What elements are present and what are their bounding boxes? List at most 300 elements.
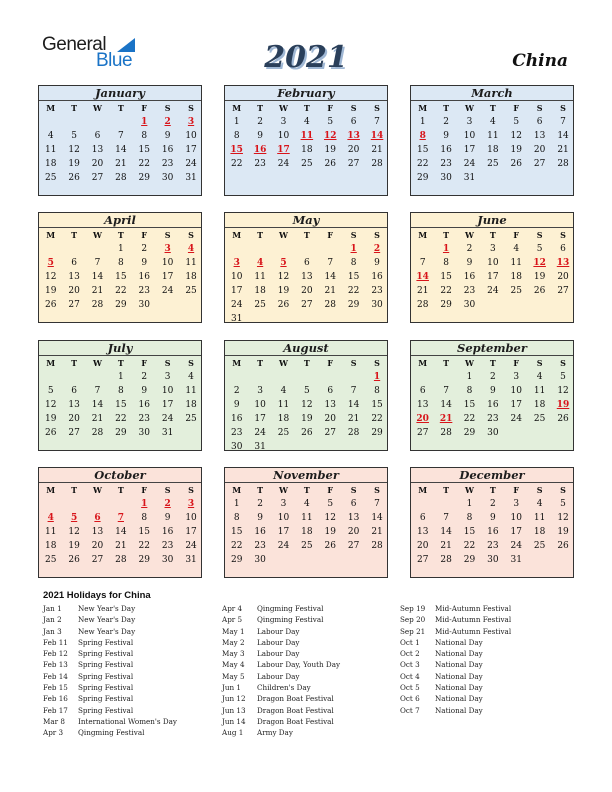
- weekday-header: F: [513, 230, 520, 240]
- weekday-header: S: [374, 103, 380, 113]
- day-cell: 7: [419, 258, 426, 268]
- day-cell: 7: [560, 117, 566, 127]
- day-cell: 17: [510, 527, 522, 537]
- day-cell: 18: [301, 527, 313, 537]
- weekday-header: T: [71, 103, 78, 113]
- day-cell: 29: [463, 555, 476, 565]
- day-cell: 2: [490, 499, 496, 509]
- day-cell: 13: [301, 272, 313, 282]
- day-cell: 10: [185, 131, 197, 141]
- weekday-header: M: [418, 230, 428, 240]
- day-cell: 7: [350, 386, 357, 396]
- day-cell: 10: [510, 513, 522, 523]
- holiday-name: National Day: [435, 637, 483, 647]
- day-cell: 30: [254, 555, 266, 565]
- day-cell: 29: [440, 300, 452, 310]
- weekday-header: T: [257, 358, 264, 368]
- day-cell: 28: [440, 555, 452, 565]
- day-cell: 18: [533, 527, 546, 537]
- month-title: February: [225, 86, 387, 101]
- day-cell: 18: [254, 286, 266, 296]
- day-cell: 7: [374, 499, 380, 509]
- day-cell: 3: [164, 372, 171, 382]
- day-cell: 8: [443, 258, 449, 268]
- day-cell: 18: [185, 272, 197, 282]
- weekday-header: M: [46, 358, 56, 368]
- month-title: May: [225, 213, 387, 228]
- empty-day: [272, 370, 295, 384]
- day-cell: 8: [141, 513, 148, 523]
- holiday-name: Dragon Boat Festival: [257, 694, 334, 704]
- holiday-day: 1: [141, 499, 148, 509]
- day-cell: 28: [557, 159, 569, 169]
- holiday-name: Labour Day, Youth Day: [257, 660, 341, 670]
- day-cell: 16: [138, 400, 150, 410]
- weekday-header: W: [464, 103, 474, 113]
- day-cell: 29: [138, 555, 150, 565]
- day-cell: 25: [254, 300, 266, 310]
- day-cell: 5: [327, 499, 334, 509]
- day-cell: 22: [230, 159, 243, 169]
- holiday-day: 1: [141, 117, 148, 127]
- holiday-name: National Day: [435, 671, 483, 681]
- day-cell: 15: [115, 272, 127, 282]
- holiday-day: 16: [253, 145, 267, 155]
- day-cell: 8: [141, 131, 148, 141]
- holiday-date: Oct 2: [400, 649, 420, 659]
- day-cell: 20: [557, 272, 569, 282]
- holiday-day: 2: [373, 244, 381, 254]
- day-cell: 5: [71, 131, 77, 141]
- day-cell: 2: [490, 372, 496, 382]
- weekday-header: F: [513, 103, 520, 113]
- weekday-header: M: [232, 230, 242, 240]
- holiday-date: Oct 6: [400, 694, 420, 704]
- holiday-day: 17: [277, 145, 290, 155]
- day-cell: 11: [44, 145, 57, 155]
- holiday-name: Labour Day: [257, 649, 300, 659]
- day-cell: 10: [463, 131, 476, 141]
- day-cell: 17: [230, 286, 243, 296]
- day-cell: 13: [68, 272, 80, 282]
- day-cell: 27: [533, 159, 546, 169]
- holiday-date: May 2: [222, 637, 245, 647]
- holiday-day: 1: [442, 244, 450, 254]
- day-cell: 29: [138, 173, 150, 183]
- holiday-day: 1: [350, 244, 357, 254]
- day-cell: 12: [277, 272, 290, 282]
- day-cell: 28: [91, 300, 104, 310]
- weekday-header: M: [418, 103, 428, 113]
- weekday-header: S: [536, 103, 543, 113]
- weekday-header: F: [513, 485, 520, 495]
- day-cell: 23: [487, 541, 499, 551]
- day-cell: 2: [141, 244, 148, 254]
- month-title: November: [225, 468, 387, 483]
- day-cell: 26: [68, 173, 80, 183]
- holiday-name: National Day: [435, 660, 483, 670]
- holiday-name: Qingming Festival: [257, 604, 324, 613]
- day-cell: 23: [138, 286, 150, 296]
- day-cell: 10: [230, 272, 243, 282]
- day-cell: 7: [443, 513, 449, 523]
- day-cell: 4: [188, 372, 194, 382]
- empty-day: [272, 242, 295, 256]
- holiday-day: 20: [416, 414, 429, 424]
- day-cell: 14: [115, 145, 127, 155]
- day-cell: 12: [68, 527, 80, 537]
- day-cell: 25: [301, 541, 313, 551]
- day-cell: 18: [277, 414, 290, 424]
- month-grid: [411, 483, 573, 567]
- day-cell: 22: [138, 541, 150, 551]
- holiday-day: 7: [117, 513, 124, 523]
- day-cell: 9: [257, 131, 263, 141]
- weekday-header: M: [46, 485, 56, 495]
- day-cell: 25: [277, 428, 290, 438]
- day-cell: 26: [44, 300, 57, 310]
- day-cell: 6: [71, 386, 77, 396]
- day-cell: 11: [185, 258, 197, 268]
- holiday-name: Spring Festival: [78, 694, 134, 704]
- day-cell: 10: [510, 386, 522, 396]
- empty-day: [434, 497, 457, 511]
- day-cell: 3: [280, 117, 287, 127]
- day-cell: 6: [350, 499, 357, 509]
- holiday-date: Jan 3: [43, 626, 62, 636]
- brand-blue: Blue: [96, 50, 133, 71]
- weekday-header: T: [117, 103, 124, 113]
- day-cell: 6: [560, 244, 566, 254]
- holiday-date: Oct 3: [400, 660, 420, 670]
- day-cell: 8: [233, 513, 240, 523]
- weekday-header: T: [257, 485, 264, 495]
- weekday-header: W: [92, 103, 102, 113]
- day-cell: 16: [230, 414, 243, 424]
- day-cell: 13: [324, 400, 336, 410]
- holiday-date: Oct 5: [400, 683, 420, 693]
- day-cell: 28: [115, 555, 127, 565]
- holiday-name: Spring Festival: [78, 705, 134, 715]
- day-cell: 20: [68, 414, 80, 424]
- weekday-header: T: [489, 358, 496, 368]
- empty-day: [62, 115, 85, 129]
- day-cell: 5: [513, 117, 520, 127]
- day-cell: 27: [416, 428, 429, 438]
- holiday-date: Feb 11: [43, 637, 68, 647]
- day-cell: 10: [277, 513, 290, 523]
- empty-day: [62, 497, 85, 511]
- day-cell: 24: [185, 159, 197, 169]
- day-cell: 27: [301, 300, 313, 310]
- day-cell: 24: [230, 300, 243, 310]
- holiday-day: 3: [187, 499, 195, 509]
- day-cell: 17: [487, 272, 499, 282]
- day-cell: 16: [161, 527, 174, 537]
- month-title: August: [225, 341, 387, 356]
- weekday-header: F: [513, 358, 520, 368]
- weekday-header: M: [46, 230, 56, 240]
- holiday-day: 4: [47, 513, 54, 523]
- holiday-name: Labour Day: [257, 626, 300, 636]
- day-cell: 19: [301, 414, 313, 424]
- weekday-header: S: [374, 230, 380, 240]
- weekday-header: F: [327, 358, 334, 368]
- month-grid: [39, 356, 201, 440]
- day-cell: 31: [463, 173, 476, 183]
- holiday-name: International Women's Day: [78, 716, 177, 726]
- day-cell: 17: [185, 145, 197, 155]
- day-cell: 25: [44, 173, 57, 183]
- weekday-header: W: [278, 485, 288, 495]
- holiday-date: May 4: [222, 660, 245, 670]
- day-cell: 31: [230, 314, 243, 324]
- day-cell: 18: [44, 541, 57, 551]
- holidays-title: 2021 Holidays for China: [43, 590, 151, 601]
- day-cell: 27: [91, 173, 104, 183]
- holiday-date: Jan 2: [43, 615, 62, 625]
- holiday-date: May 1: [222, 626, 245, 636]
- day-cell: 20: [324, 414, 336, 424]
- month-grid: [411, 101, 573, 185]
- day-cell: 17: [463, 145, 476, 155]
- day-cell: 15: [138, 145, 150, 155]
- day-cell: 3: [513, 372, 520, 382]
- day-cell: 21: [91, 414, 104, 424]
- weekday-header: W: [92, 230, 102, 240]
- day-cell: 17: [277, 527, 290, 537]
- day-cell: 26: [557, 541, 569, 551]
- empty-day: [295, 242, 318, 256]
- day-cell: 29: [347, 300, 360, 310]
- month-february: [224, 85, 388, 196]
- day-cell: 2: [443, 117, 449, 127]
- day-cell: 14: [440, 527, 452, 537]
- month-september: [410, 340, 574, 451]
- day-cell: 16: [463, 272, 476, 282]
- holiday-day: 21: [439, 414, 453, 424]
- holiday-date: Oct 1: [400, 637, 420, 647]
- month-june: [410, 212, 574, 323]
- holiday-date: Mar 8: [43, 716, 65, 726]
- day-cell: 19: [68, 159, 80, 169]
- day-cell: 24: [161, 286, 174, 296]
- day-cell: 14: [440, 400, 452, 410]
- day-cell: 17: [185, 527, 197, 537]
- weekday-header: T: [443, 230, 450, 240]
- day-cell: 2: [141, 372, 148, 382]
- day-cell: 13: [68, 400, 80, 410]
- holiday-name: Mid-Autumn Festival: [435, 604, 512, 613]
- weekday-header: S: [374, 485, 380, 495]
- day-cell: 19: [533, 272, 546, 282]
- day-cell: 18: [510, 272, 522, 282]
- empty-day: [39, 242, 62, 256]
- holiday-name: National Day: [435, 705, 483, 715]
- day-cell: 10: [254, 400, 266, 410]
- day-cell: 22: [463, 541, 476, 551]
- day-cell: 25: [185, 286, 197, 296]
- weekday-header: S: [164, 485, 171, 495]
- day-cell: 25: [44, 555, 57, 565]
- weekday-header: S: [536, 230, 543, 240]
- day-cell: 28: [115, 173, 127, 183]
- holiday-date: Sep 20: [400, 615, 426, 625]
- day-cell: 6: [419, 513, 426, 523]
- empty-day: [319, 370, 342, 384]
- holiday-date: Feb 12: [43, 649, 68, 659]
- day-cell: 15: [371, 400, 383, 410]
- day-cell: 1: [233, 117, 240, 127]
- day-cell: 21: [115, 541, 127, 551]
- holiday-name: Mid-Autumn Festival: [435, 626, 512, 636]
- day-cell: 22: [463, 414, 476, 424]
- day-cell: 22: [440, 286, 452, 296]
- day-cell: 19: [68, 541, 80, 551]
- weekday-header: S: [374, 358, 380, 368]
- day-cell: 22: [371, 414, 383, 424]
- day-cell: 12: [557, 513, 569, 523]
- day-cell: 30: [463, 300, 476, 310]
- day-cell: 29: [115, 300, 127, 310]
- month-title: July: [39, 341, 201, 356]
- day-cell: 13: [416, 400, 429, 410]
- day-cell: 15: [440, 272, 452, 282]
- holiday-name: Spring Festival: [78, 649, 134, 659]
- day-cell: 24: [277, 541, 290, 551]
- day-cell: 2: [257, 499, 263, 509]
- day-cell: 29: [463, 428, 476, 438]
- weekday-header: T: [117, 358, 124, 368]
- day-cell: 4: [536, 372, 543, 382]
- day-cell: 10: [277, 131, 290, 141]
- day-cell: 1: [118, 244, 124, 254]
- day-cell: 23: [254, 541, 266, 551]
- day-cell: 26: [44, 428, 57, 438]
- day-cell: 20: [533, 145, 546, 155]
- weekday-header: M: [418, 358, 428, 368]
- weekday-header: S: [350, 230, 357, 240]
- day-cell: 3: [490, 244, 496, 254]
- holiday-date: Apr 3: [43, 728, 64, 738]
- weekday-header: T: [489, 485, 496, 495]
- calendar-year: 2021: [264, 40, 348, 75]
- day-cell: 22: [138, 159, 150, 169]
- month-november: [224, 467, 388, 578]
- day-cell: 21: [347, 414, 360, 424]
- day-cell: 25: [533, 541, 546, 551]
- holiday-day: 3: [164, 244, 171, 254]
- empty-day: [411, 370, 434, 384]
- day-cell: 2: [233, 386, 240, 396]
- holiday-date: Jun 12: [222, 694, 246, 704]
- holiday-name: Dragon Boat Festival: [257, 716, 334, 726]
- empty-day: [295, 370, 318, 384]
- weekday-header: M: [46, 103, 56, 113]
- day-cell: 29: [371, 428, 383, 438]
- day-cell: 31: [510, 555, 522, 565]
- day-cell: 12: [510, 131, 522, 141]
- day-cell: 7: [374, 117, 380, 127]
- day-cell: 14: [347, 400, 360, 410]
- holiday-date: Sep 19: [400, 604, 426, 613]
- weekday-header: M: [232, 103, 242, 113]
- holiday-day: 5: [47, 258, 54, 268]
- empty-day: [62, 242, 85, 256]
- day-cell: 20: [301, 286, 313, 296]
- day-cell: 31: [185, 555, 197, 565]
- day-cell: 6: [327, 386, 334, 396]
- weekday-header: T: [443, 358, 450, 368]
- holiday-day: 8: [419, 131, 426, 141]
- day-cell: 10: [487, 258, 499, 268]
- empty-day: [86, 115, 109, 129]
- day-cell: 1: [118, 372, 124, 382]
- day-cell: 25: [510, 286, 522, 296]
- month-grid: [39, 101, 201, 185]
- day-cell: 21: [440, 541, 452, 551]
- day-cell: 23: [371, 286, 383, 296]
- holiday-name: Spring Festival: [78, 671, 134, 681]
- weekday-header: W: [278, 103, 288, 113]
- empty-day: [225, 242, 248, 256]
- weekday-header: W: [464, 358, 474, 368]
- month-title: December: [411, 468, 573, 483]
- holiday-date: Oct 7: [400, 705, 420, 715]
- day-cell: 1: [419, 117, 426, 127]
- day-cell: 28: [371, 541, 383, 551]
- day-cell: 15: [416, 145, 429, 155]
- month-grid: [411, 228, 573, 312]
- day-cell: 29: [115, 428, 127, 438]
- day-cell: 4: [280, 386, 287, 396]
- day-cell: 9: [141, 258, 148, 268]
- day-cell: 9: [233, 400, 240, 410]
- holiday-name: Army Day: [257, 728, 293, 738]
- holiday-name: Spring Festival: [78, 637, 134, 647]
- day-cell: 25: [533, 414, 546, 424]
- day-cell: 26: [324, 541, 336, 551]
- weekday-header: T: [71, 230, 78, 240]
- day-cell: 27: [557, 286, 569, 296]
- weekday-header: T: [303, 230, 310, 240]
- holiday-name: Mid-Autumn Festival: [435, 615, 512, 625]
- day-cell: 25: [301, 159, 313, 169]
- weekday-header: F: [141, 103, 148, 113]
- day-cell: 21: [371, 145, 383, 155]
- day-cell: 1: [233, 499, 240, 509]
- day-cell: 19: [557, 527, 569, 537]
- month-title: September: [411, 341, 573, 356]
- month-grid: [39, 228, 201, 312]
- day-cell: 11: [277, 400, 290, 410]
- month-grid: [39, 483, 201, 567]
- holiday-day: 5: [70, 513, 78, 523]
- day-cell: 16: [254, 527, 266, 537]
- day-cell: 24: [487, 286, 499, 296]
- holiday-day: 3: [233, 258, 240, 268]
- empty-day: [248, 242, 271, 256]
- brand-general: General: [42, 34, 107, 55]
- day-cell: 15: [138, 527, 150, 537]
- day-cell: 26: [301, 428, 313, 438]
- day-cell: 23: [254, 159, 266, 169]
- holiday-name: National Day: [435, 694, 483, 704]
- day-cell: 31: [161, 428, 174, 438]
- holiday-name: Spring Festival: [78, 660, 134, 670]
- weekday-header: S: [164, 230, 171, 240]
- day-cell: 26: [277, 300, 290, 310]
